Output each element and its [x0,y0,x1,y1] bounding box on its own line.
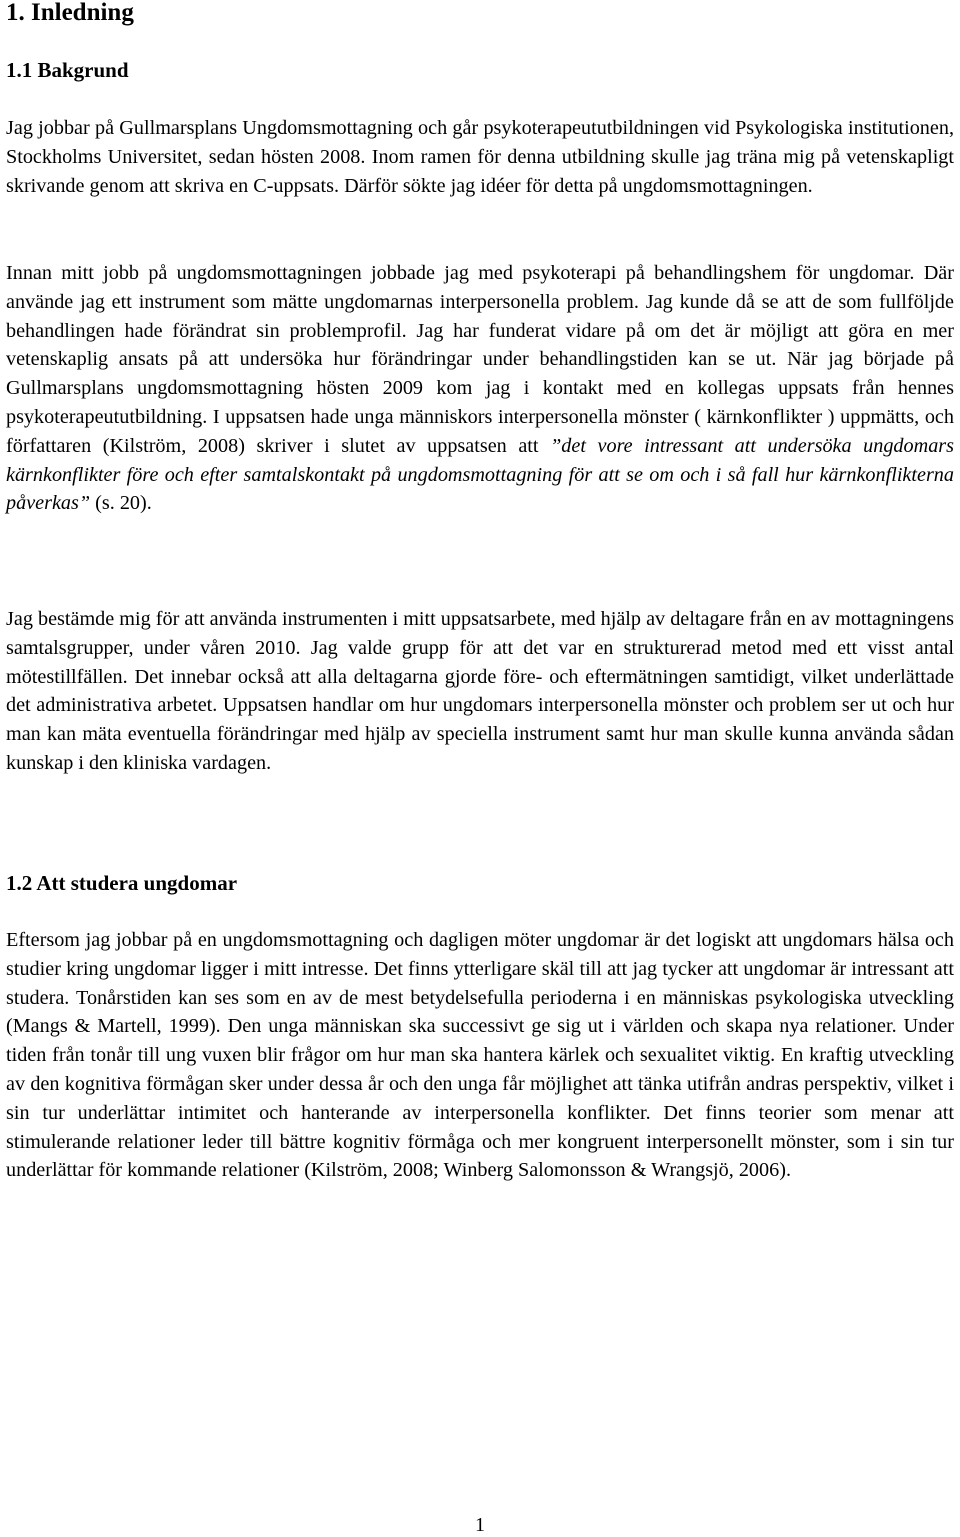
page-number: 1 [475,1514,485,1536]
section-heading-att-studera-ungdomar: 1.2 Att studera ungdomar [6,871,238,895]
section-heading-bakgrund: 1.1 Bakgrund [6,58,129,82]
paragraph-tail-text: (s. 20). [90,492,152,515]
paragraph-bakgrund-motivation [6,259,954,518]
paragraph-bakgrund-method: Jag bestämde mig för att använda instrumenten i mitt uppsatsarbete, med hjälp av deltagare från en av mottagningens samtalsgrupper, under våren 2010. Jag valde grupp för att det var en strukturerad metod med ett visst antal mötestillfällen. Det innebar också att alla deltagarna gjorde före- och eftermätningen samtidigt, vilket underlättade det administrativa arbetet. Uppsatsen handlar om hur ungdomars interpersonella mönster och problem ser ut och hur man kan mäta eventuella förändringar med hjälp av speciella instrument samt hur man skulle kunna använda sådan kunskap i den kliniska vardagen. [6,608,954,774]
quoted-citation-text: det vore intressant att undersöka ungdomars kärnkonflikter före och efter samtalskontakt på ungdomsmottagning för att se om och i så fall hur kärnkonflikterna påverkas [6,434,955,515]
chapter-title: 1. Inledning [6,0,134,26]
paragraph-bakgrund-intro: Jag jobbar på Gullmarsplans Ungdomsmottagning och går psykoterapeututbildningen vid Psykologiska institutionen, Stockholms Universitet, sedan hösten 2008. Inom ramen för denna utbildning skulle jag träna mig på vetenskapligt skrivande genom att skriva en C-uppsats. Därför sökte jag idéer för detta på ungdomsmottagningen. [6,117,954,197]
paragraph-att-studera-ungdomar: Eftersom jag jobbar på en ungdomsmottagning och dagligen möter ungdomar är det logiskt att ungdomars hälsa och studier kring ungdomar ligger i mitt intresse. Det finns ytterligare skäl till att jag tycker att ungdomar är intressant att studera. Tonårstiden kan ses som en av de mest betydelsefulla perioderna i en människas psykologiska utveckling (Mangs & Martell, 1999). Den unga människan ska successivt ge sig ut i världen och skapa nya relationer. Under tiden från tonår till ung vuxen blir frågor om hur man ska hantera kärlek och sexualitet viktig. En kraftig utveckling av den kognitiva förmågan sker under dessa år och den unga får möjlighet att tänka utifrån andras perspektiv, vilket i sin tur underlättar intimitet och hanterande av interpersonella konflikter. Det finns teorier som menar att stimulerande relationer leder till bättre kognitiv förmåga och mer kongruent interpersonellt mönster, som i sin tur underlättar för kommande relationer (Kilström, 2008; Winberg Salomonsson & Wrangsjö, 2006). [6,929,954,1182]
paragraph-lead-text: Innan mitt jobb på ungdomsmottagningen jobbade jag med psykoterapi på behandlingshem för ungdomar. Där använde jag ett instrument som mätte ungdomarnas interpersonella problem. Jag kunde då se att de som fullföljde behandlingen hade förändrat sin problemprofil. Jag har funderat vidare på om det är möjligt att göra en mer vetenskaplig ansats på att undersöka hur förändringar under behandlingstiden kan se ut. När jag började på Gullmarsplans ungdomsmottagning hösten 2009 kom jag i kontakt med en kollegas uppsats från hennes psykoterapeututbildning. I uppsatsen hade unga människors interpersonella mönster ( kärnkonflikter ) uppmätts, och författaren (Kilström, 2008) skriver i slutet av uppsatsen att [6,262,954,457]
quoted-citation: ”det vore intressant att undersöka ungdomars kärnkonflikter före och efter samtalskontakt på ungdomsmottagning för att se om och i så fall hur kärnkonflikterna påverkas” [6,434,955,515]
